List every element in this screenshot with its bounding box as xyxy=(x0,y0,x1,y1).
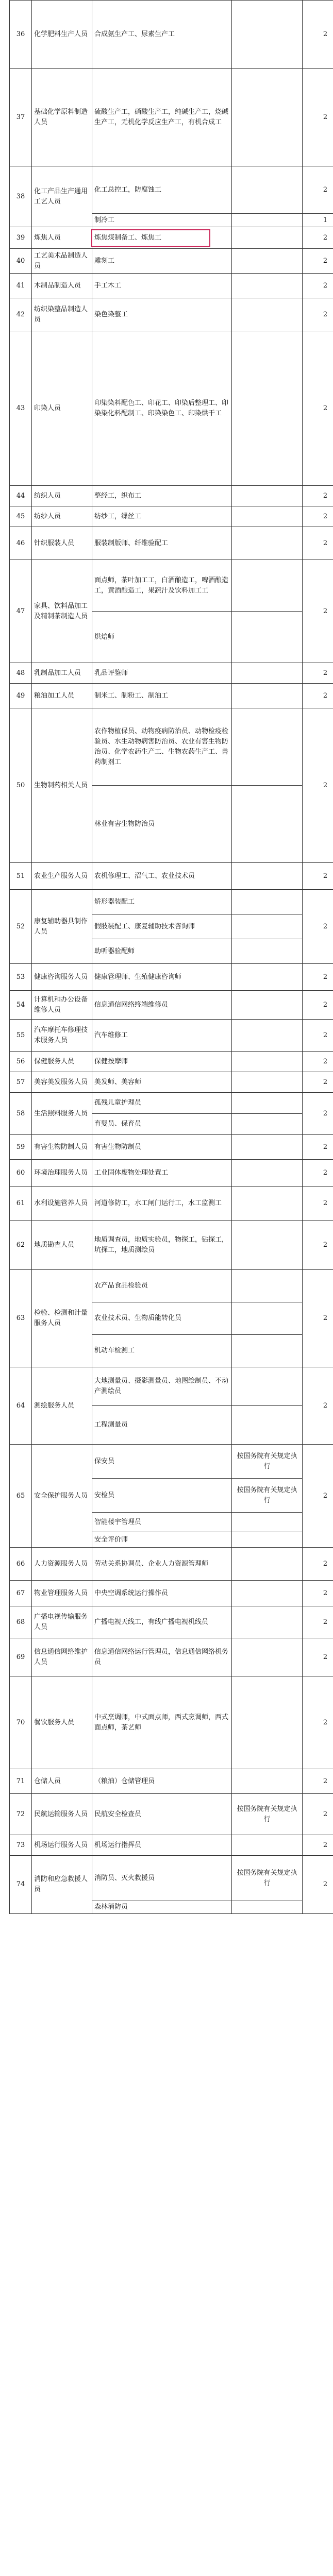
level-value: 1 xyxy=(303,214,333,227)
table-row xyxy=(10,1638,333,1676)
job-title: 劳动关系协调员、企业人力资源管理师 xyxy=(92,1548,232,1581)
job-title: 信息通信网络运行管理员，信息通信网络机务员 xyxy=(92,1638,232,1676)
table-row xyxy=(10,274,333,298)
level-value: 2 xyxy=(303,69,333,166)
table-row xyxy=(10,1187,333,1221)
qualification-note xyxy=(232,1302,303,1335)
occupation-category: 民航运输服务人员 xyxy=(32,1794,92,1835)
occupation-category: 炼焦人员 xyxy=(32,227,92,249)
table-row xyxy=(10,1221,333,1270)
row-number: 55 xyxy=(10,1020,32,1052)
qualification-note xyxy=(232,1020,303,1052)
qualification-note xyxy=(232,663,303,684)
occupation-category: 保健服务人员 xyxy=(32,1052,92,1072)
occupation-category: 消防和应急救援人员 xyxy=(32,1856,92,1914)
qualification-note xyxy=(232,1052,303,1072)
table-row xyxy=(10,298,333,331)
qualification-note xyxy=(232,1270,303,1302)
job-title: 安全评价师 xyxy=(92,1532,232,1548)
row-number: 44 xyxy=(10,486,32,506)
job-title: 美发师、美容师 xyxy=(92,1072,232,1093)
occupation-category: 广播电视传输服务人员 xyxy=(32,1606,92,1638)
table-row xyxy=(10,560,333,612)
job-title: 纺纱工，缫丝工 xyxy=(92,506,232,527)
row-number: 70 xyxy=(10,1676,32,1769)
qualification-note xyxy=(232,1160,303,1187)
job-title: 合成氨生产工、尿素生产工 xyxy=(92,1,232,69)
level-value: 2 xyxy=(303,1548,333,1581)
row-number: 53 xyxy=(10,964,32,991)
table-row xyxy=(10,1548,333,1581)
qualification-note xyxy=(232,1513,303,1532)
level-value: 2 xyxy=(303,1856,333,1914)
level-value: 2 xyxy=(303,1606,333,1638)
table-row xyxy=(10,1769,333,1794)
table-row xyxy=(10,331,333,486)
row-number: 58 xyxy=(10,1093,32,1135)
job-title: 广播电视天线工，有线广播电视机线员 xyxy=(92,1606,232,1638)
row-number: 74 xyxy=(10,1856,32,1914)
level-value: 2 xyxy=(303,1072,333,1093)
job-title: 农产品食品检验员 xyxy=(92,1270,232,1302)
job-title: 面点师，茶叶加工工，白酒酿造工，啤酒酿造工，黄酒酿造工，果蔬汁及饮料加工工 xyxy=(92,560,232,612)
row-number: 56 xyxy=(10,1052,32,1072)
qualification-note xyxy=(232,1406,303,1445)
occupation-category: 测绘服务人员 xyxy=(32,1367,92,1445)
occupation-category: 纺纱人员 xyxy=(32,506,92,527)
qualification-note xyxy=(232,214,303,227)
level-value: 2 xyxy=(303,1052,333,1072)
occupation-category: 乳制品加工人员 xyxy=(32,663,92,684)
row-number: 61 xyxy=(10,1187,32,1221)
level-value: 2 xyxy=(303,486,333,506)
job-title: 地质调查员，地质实验员，物探工，钻探工，坑探工，地质测绘员 xyxy=(92,1221,232,1270)
occupation-category: 餐饮服务人员 xyxy=(32,1676,92,1769)
job-title: 机场运行指挥员 xyxy=(92,1835,232,1856)
level-value: 2 xyxy=(303,991,333,1020)
occupation-category: 生活照料服务人员 xyxy=(32,1093,92,1135)
occupation-category: 仓储人员 xyxy=(32,1769,92,1794)
qualification-note xyxy=(232,939,303,964)
level-value: 2 xyxy=(303,964,333,991)
row-number: 72 xyxy=(10,1794,32,1835)
job-title: 孤残儿童护理员 xyxy=(92,1093,232,1114)
occupation-category: 纺织人员 xyxy=(32,486,92,506)
occupation-category: 基础化学原料制造人员 xyxy=(32,69,92,166)
level-value: 2 xyxy=(303,708,333,863)
occupation-category: 健康咨询服务人员 xyxy=(32,964,92,991)
table-row xyxy=(10,227,333,249)
job-title: 制冷工 xyxy=(92,214,232,227)
occupation-table xyxy=(9,0,333,1914)
job-title: 河道修防工，水工闸门运行工，水工监测工 xyxy=(92,1187,232,1221)
job-title: 矫形器装配工 xyxy=(92,890,232,914)
table-row xyxy=(10,1606,333,1638)
qualification-note xyxy=(232,1093,303,1114)
level-value: 2 xyxy=(303,663,333,684)
qualification-note xyxy=(232,1221,303,1270)
occupation-category: 农业生产服务人员 xyxy=(32,863,92,890)
qualification-note xyxy=(232,527,303,560)
level-value: 2 xyxy=(303,863,333,890)
occupation-category: 检验、检测和计量服务人员 xyxy=(32,1270,92,1367)
job-title: 整经工，织布工 xyxy=(92,486,232,506)
occupation-category: 康复辅助器具制作人员 xyxy=(32,890,92,964)
table-row xyxy=(10,1160,333,1187)
table-row xyxy=(10,1052,333,1072)
job-title: 健康管理师、生殖健康咨询师 xyxy=(92,964,232,991)
table-row xyxy=(10,1445,333,1479)
qualification-note xyxy=(232,227,303,249)
row-number: 63 xyxy=(10,1270,32,1367)
qualification-note xyxy=(232,486,303,506)
table-row xyxy=(10,527,333,560)
row-number: 48 xyxy=(10,663,32,684)
qualification-note xyxy=(232,991,303,1020)
table-row xyxy=(10,166,333,214)
occupation-category: 针织服装人员 xyxy=(32,527,92,560)
level-value: 2 xyxy=(303,506,333,527)
level-value: 2 xyxy=(303,331,333,486)
qualification-note xyxy=(232,684,303,708)
qualification-note xyxy=(232,1,303,69)
level-value: 2 xyxy=(303,1093,333,1135)
occupation-category: 工艺美术品制造人员 xyxy=(32,249,92,274)
row-number: 57 xyxy=(10,1072,32,1093)
job-title: 手工木工 xyxy=(92,274,232,298)
qualification-note xyxy=(232,560,303,612)
level-value: 2 xyxy=(303,1187,333,1221)
table-row xyxy=(10,991,333,1020)
row-number: 67 xyxy=(10,1581,32,1606)
occupation-category: 木制品制造人员 xyxy=(32,274,92,298)
table-row xyxy=(10,249,333,274)
job-title: 染色染整工 xyxy=(92,298,232,331)
row-number: 66 xyxy=(10,1548,32,1581)
level-value: 2 xyxy=(303,1769,333,1794)
occupation-category: 计算机和办公设备维修人员 xyxy=(32,991,92,1020)
table-row xyxy=(10,708,333,786)
job-title: 农作物植保员、动物疫病防治员、动物检疫检验员、水生动物病害防治员、农业有害生物防治员、化学农药生产工、生物农药生产工、兽药制剂工 xyxy=(92,708,232,786)
table-row xyxy=(10,1270,333,1302)
job-title: 保安员 xyxy=(92,1445,232,1479)
qualification-note xyxy=(232,914,303,939)
row-number: 65 xyxy=(10,1445,32,1548)
occupation-category: 信息通信网络维护人员 xyxy=(32,1638,92,1676)
job-title: 硫酸生产工，硝酸生产工，纯碱生产工，烧碱生产工，无机化学反应生产工，有机合成工 xyxy=(92,69,232,166)
qualification-note xyxy=(232,1548,303,1581)
job-title: 工程测量员 xyxy=(92,1406,232,1445)
occupation-category: 纺织染整品制造人员 xyxy=(32,298,92,331)
qualification-note xyxy=(232,1367,303,1406)
qualification-note xyxy=(232,298,303,331)
table-row xyxy=(10,890,333,914)
table-row xyxy=(10,1020,333,1052)
occupation-category: 人力资源服务人员 xyxy=(32,1548,92,1581)
qualification-note xyxy=(232,274,303,298)
table-row xyxy=(10,663,333,684)
row-number: 37 xyxy=(10,69,32,166)
row-number: 50 xyxy=(10,708,32,863)
qualification-note: 按国务院有关规定执行 xyxy=(232,1445,303,1479)
job-title: 信息通信网络终端维修员 xyxy=(92,991,232,1020)
occupation-category: 安全保护服务人员 xyxy=(32,1445,92,1548)
job-title: 林业有害生物防治员 xyxy=(92,786,232,863)
job-title: 服装制版师、纤维验配工 xyxy=(92,527,232,560)
table-row xyxy=(10,1835,333,1856)
row-number: 39 xyxy=(10,227,32,249)
job-title: 消防员、灭火救援员 xyxy=(92,1856,232,1901)
row-number: 51 xyxy=(10,863,32,890)
qualification-note xyxy=(232,1638,303,1676)
table-row xyxy=(10,1581,333,1606)
row-number: 43 xyxy=(10,331,32,486)
qualification-note xyxy=(232,1114,303,1135)
qualification-note xyxy=(232,1606,303,1638)
job-title: 制米工、制粉工、制油工 xyxy=(92,684,232,708)
job-title: 中式烹调师，中式面点师，西式烹调师，西式面点师，茶艺师 xyxy=(92,1676,232,1769)
level-value: 2 xyxy=(303,1581,333,1606)
row-number: 62 xyxy=(10,1221,32,1270)
qualification-note xyxy=(232,964,303,991)
qualification-note: 按国务院有关规定执行 xyxy=(232,1794,303,1835)
row-number: 69 xyxy=(10,1638,32,1676)
table-row xyxy=(10,486,333,506)
level-value: 2 xyxy=(303,166,333,214)
level-value: 2 xyxy=(303,1135,333,1160)
row-number: 42 xyxy=(10,298,32,331)
qualification-note xyxy=(232,1187,303,1221)
table-row xyxy=(10,1072,333,1093)
qualification-note xyxy=(232,1835,303,1856)
qualification-note xyxy=(232,166,303,214)
row-number: 45 xyxy=(10,506,32,527)
table-row xyxy=(10,1676,333,1769)
qualification-note xyxy=(232,506,303,527)
level-value: 2 xyxy=(303,274,333,298)
table-row xyxy=(10,684,333,708)
table-row xyxy=(10,1367,333,1406)
occupation-category: 印染人员 xyxy=(32,331,92,486)
level-value: 2 xyxy=(303,1676,333,1769)
row-number: 46 xyxy=(10,527,32,560)
level-value: 2 xyxy=(303,1,333,69)
level-value: 2 xyxy=(303,1445,333,1548)
qualification-note xyxy=(232,1581,303,1606)
level-value: 2 xyxy=(303,527,333,560)
table-row xyxy=(10,1856,333,1901)
row-number: 40 xyxy=(10,249,32,274)
job-title: 智能楼宇管理员 xyxy=(92,1513,232,1532)
job-title: 汽车维修工 xyxy=(92,1020,232,1052)
occupation-category: 地质勘查人员 xyxy=(32,1221,92,1270)
job-title: 化工总控工，防腐蚀工 xyxy=(92,166,232,214)
row-number: 41 xyxy=(10,274,32,298)
occupation-category: 化工产品生产通用工艺人员 xyxy=(32,166,92,227)
level-value: 2 xyxy=(303,1020,333,1052)
table-row xyxy=(10,506,333,527)
job-title: 烘焙师 xyxy=(92,612,232,663)
qualification-note xyxy=(232,612,303,663)
level-value: 2 xyxy=(303,684,333,708)
row-number: 49 xyxy=(10,684,32,708)
table-row xyxy=(10,1,333,69)
row-number: 47 xyxy=(10,560,32,663)
row-number: 54 xyxy=(10,991,32,1020)
qualification-note xyxy=(232,708,303,786)
row-number: 64 xyxy=(10,1367,32,1445)
qualification-note xyxy=(232,1532,303,1548)
occupation-category: 机场运行服务人员 xyxy=(32,1835,92,1856)
row-number: 36 xyxy=(10,1,32,69)
qualification-note xyxy=(232,1072,303,1093)
job-title: 乳品评鉴师 xyxy=(92,663,232,684)
job-title: 机动车检测工 xyxy=(92,1335,232,1367)
qualification-note xyxy=(232,1901,303,1914)
level-value: 2 xyxy=(303,890,333,964)
qualification-note: 按国务院有关规定执行 xyxy=(232,1479,303,1513)
job-title: （粮油）仓储管理员 xyxy=(92,1769,232,1794)
level-value: 2 xyxy=(303,1221,333,1270)
table-row xyxy=(10,863,333,890)
level-value: 2 xyxy=(303,1160,333,1187)
level-value: 2 xyxy=(303,1270,333,1367)
level-value: 2 xyxy=(303,560,333,663)
table-row xyxy=(10,1135,333,1160)
qualification-note xyxy=(232,1676,303,1769)
row-number: 59 xyxy=(10,1135,32,1160)
job-title: 助听器验配师 xyxy=(92,939,232,964)
qualification-note xyxy=(232,1769,303,1794)
level-value: 2 xyxy=(303,249,333,274)
qualification-note xyxy=(232,1135,303,1160)
row-number: 73 xyxy=(10,1835,32,1856)
occupation-category: 美容美发服务人员 xyxy=(32,1072,92,1093)
job-title: 农机修理工、沼气工、农业技术员 xyxy=(92,863,232,890)
qualification-note xyxy=(232,249,303,274)
table-row xyxy=(10,1794,333,1835)
qualification-note: 按国务院有关规定执行 xyxy=(232,1856,303,1901)
job-title: 育婴员、保育员 xyxy=(92,1114,232,1135)
occupation-category: 水利设施管养人员 xyxy=(32,1187,92,1221)
level-value: 2 xyxy=(303,1794,333,1835)
job-title: 保健按摩师 xyxy=(92,1052,232,1072)
row-number: 68 xyxy=(10,1606,32,1638)
job-title: 炼焦煤制备工、炼焦工 xyxy=(92,227,232,249)
level-value: 2 xyxy=(303,1835,333,1856)
level-value: 2 xyxy=(303,1367,333,1445)
job-title: 印染染料配色工、印花工、印染后整理工、印染染化料配制工、印染染色工、印染烘干工 xyxy=(92,331,232,486)
occupation-category: 家具、饮料品加工及精制茶制造人员 xyxy=(32,560,92,663)
job-title: 大地测量员、摄影测量员、地图绘制员、不动产测绘员 xyxy=(92,1367,232,1406)
occupation-category: 物业管理服务人员 xyxy=(32,1581,92,1606)
qualification-note xyxy=(232,863,303,890)
job-title: 民航安全检查员 xyxy=(92,1794,232,1835)
job-title: 有害生物防制员 xyxy=(92,1135,232,1160)
job-title: 安检员 xyxy=(92,1479,232,1513)
qualification-note xyxy=(232,69,303,166)
level-value: 2 xyxy=(303,298,333,331)
job-title: 农业技术员、生物质能转化员 xyxy=(92,1302,232,1335)
occupation-category: 汽车摩托车修理技术服务人员 xyxy=(32,1020,92,1052)
row-number: 71 xyxy=(10,1769,32,1794)
job-title: 假肢装配工、康复辅助技术咨询师 xyxy=(92,914,232,939)
table-row xyxy=(10,69,333,166)
job-title: 中央空调系统运行操作员 xyxy=(92,1581,232,1606)
row-number: 38 xyxy=(10,166,32,227)
table-row xyxy=(10,1093,333,1114)
occupation-category: 生物制药相关人员 xyxy=(32,708,92,863)
qualification-note xyxy=(232,331,303,486)
job-title: 雕刻工 xyxy=(92,249,232,274)
occupation-category: 粮油加工人员 xyxy=(32,684,92,708)
occupation-category: 环境治理服务人员 xyxy=(32,1160,92,1187)
qualification-note xyxy=(232,890,303,914)
occupation-category: 有害生物防制人员 xyxy=(32,1135,92,1160)
occupation-category: 化学肥料生产人员 xyxy=(32,1,92,69)
level-value: 2 xyxy=(303,227,333,249)
qualification-note xyxy=(232,786,303,863)
row-number: 60 xyxy=(10,1160,32,1187)
table-row xyxy=(10,964,333,991)
job-title: 工业固体废物处理处置工 xyxy=(92,1160,232,1187)
level-value: 2 xyxy=(303,1638,333,1676)
job-title: 森林消防员 xyxy=(92,1901,232,1914)
row-number: 52 xyxy=(10,890,32,964)
qualification-note xyxy=(232,1335,303,1367)
